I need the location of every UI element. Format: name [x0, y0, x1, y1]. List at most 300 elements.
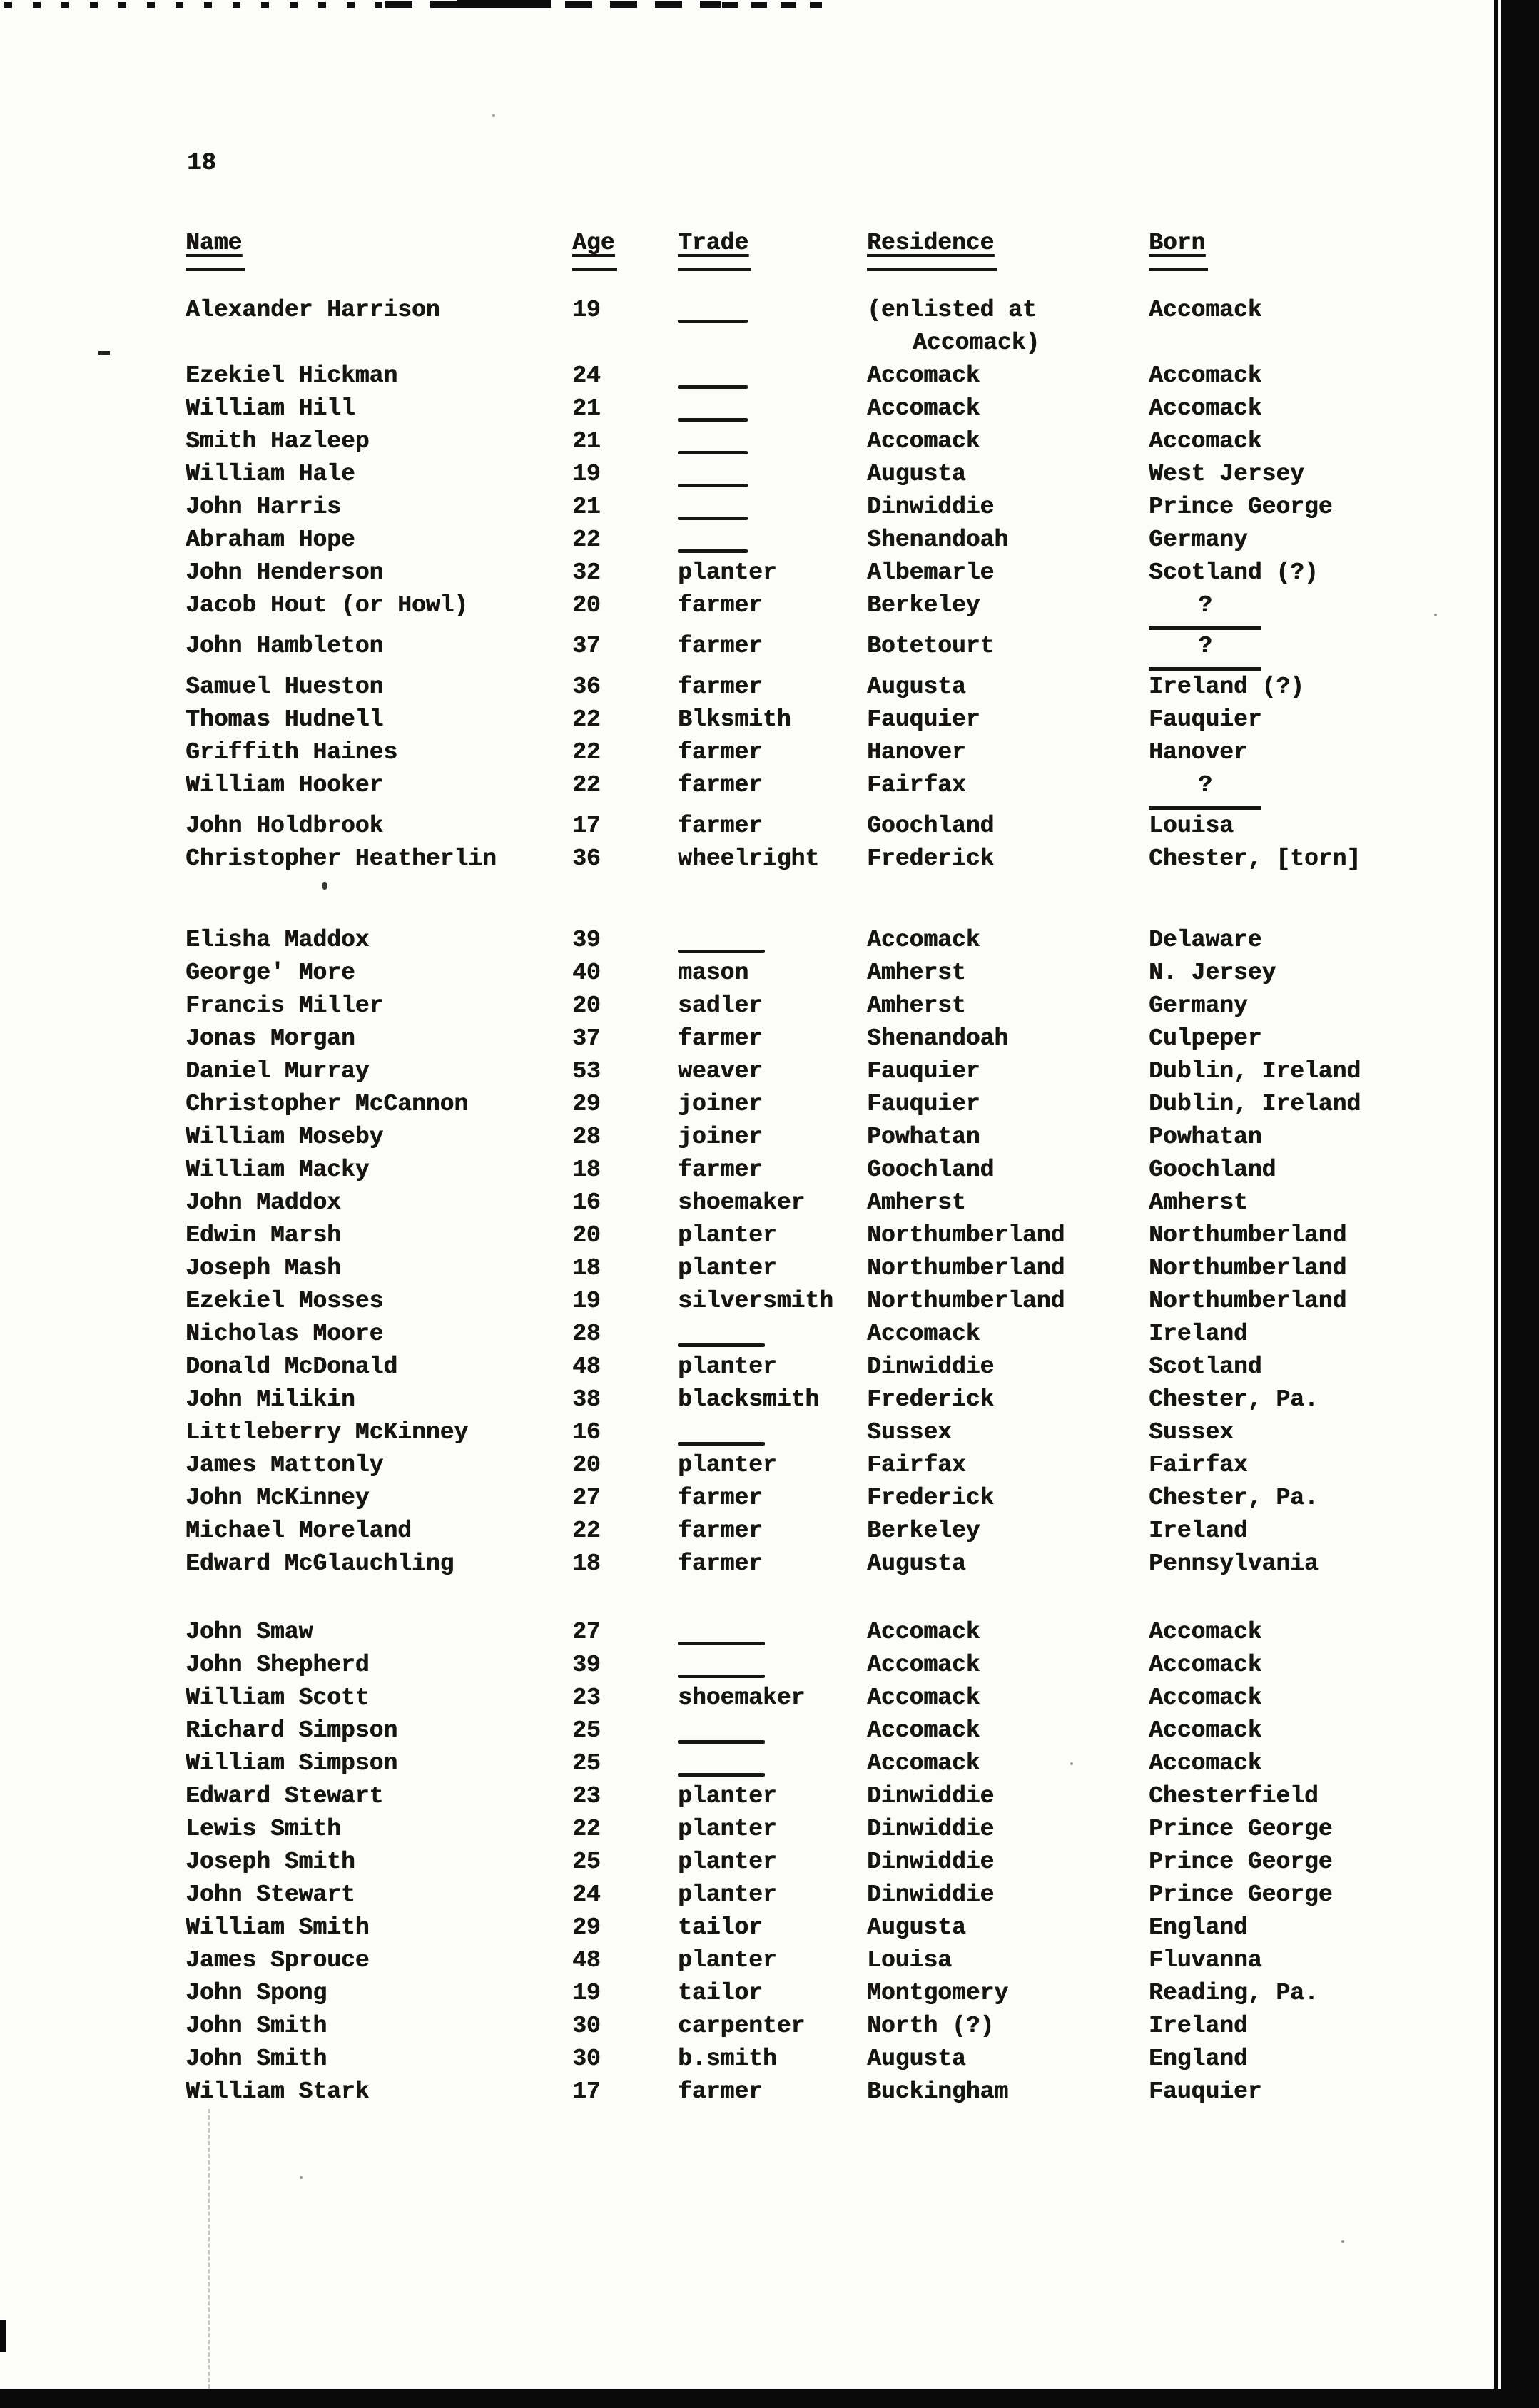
blank-trade-line — [678, 1442, 765, 1446]
cell-born — [1149, 769, 1498, 810]
cell-age: 30 — [572, 2046, 601, 2072]
cell-trade: planter — [678, 559, 777, 586]
cell-born: Accomack — [1149, 428, 1262, 454]
cell-born: Germany — [1149, 992, 1248, 1019]
cell-trade: planter — [678, 1816, 777, 1842]
table-row — [186, 1285, 1498, 1318]
cell-born: Sussex — [1149, 1419, 1234, 1446]
cell-residence: Dinwiddie — [867, 1816, 995, 1842]
cell-age: 22 — [572, 1518, 601, 1544]
cell-trade: farmer — [678, 739, 763, 766]
table-row — [186, 1515, 1498, 1548]
blank-trade-line — [678, 1343, 765, 1347]
cell-trade: tailor — [678, 1980, 763, 2006]
scan-artifact-top-solid-bar — [457, 0, 551, 8]
cell-residence: Accomack — [867, 1717, 980, 1744]
cell-name: Joseph Mash — [186, 1255, 341, 1281]
table-row — [186, 924, 1498, 957]
cell-residence: Accomack — [867, 927, 980, 953]
cell-residence: Fairfax — [867, 772, 966, 798]
cell-age: 22 — [572, 706, 601, 733]
cell-name: Ezekiel Mosses — [186, 1288, 384, 1314]
table-row — [186, 1548, 1498, 1580]
cell-age: 21 — [572, 428, 601, 454]
table-row — [186, 703, 1498, 736]
cell-name: William Hill — [186, 395, 355, 422]
cell-residence: Fauquier — [867, 706, 980, 733]
cell-born: Goochland — [1149, 1157, 1276, 1183]
scan-artifact-top-dashes-mid — [385, 1, 721, 8]
cell-age: 37 — [572, 633, 601, 659]
cell-born: Accomack — [1149, 1652, 1262, 1678]
cell-residence: Accomack — [867, 1619, 980, 1645]
cell-residence: Accomack — [867, 362, 980, 389]
cell-trade — [678, 924, 867, 953]
cell-residence: Frederick — [867, 1386, 995, 1413]
cell-age: 27 — [572, 1485, 601, 1511]
table-row — [186, 736, 1498, 769]
cell-residence: Northumberland — [867, 1288, 1065, 1314]
cell-trade: farmer — [678, 1518, 763, 1544]
cell-name: William Scott — [186, 1685, 370, 1711]
cell-born: N. Jersey — [1149, 960, 1276, 986]
cell-age: 18 — [572, 1255, 601, 1281]
cell-age: 27 — [572, 1619, 601, 1645]
table-row — [186, 1714, 1498, 1747]
blank-trade-line — [678, 418, 748, 422]
header-trade: Trade — [678, 227, 867, 271]
cell-residence: Fauquier — [867, 1058, 980, 1084]
born-unknown-mark: ? — [1149, 631, 1261, 671]
cell-name: Christopher McCannon — [186, 1091, 469, 1117]
cell-born: Hanover — [1149, 739, 1248, 766]
cell-residence: Shenandoah — [867, 527, 1009, 553]
table-row — [186, 1351, 1498, 1383]
blank-trade-line — [678, 484, 748, 487]
scan-artifact-speck — [1341, 2240, 1344, 2243]
cell-name: John Milikin — [186, 1386, 355, 1413]
table-row — [186, 1383, 1498, 1416]
table-row — [186, 1977, 1498, 2010]
scan-artifact-speck — [492, 114, 495, 117]
table-row — [186, 1449, 1498, 1482]
blank-trade-line — [678, 1773, 765, 1777]
cell-name: Abraham Hope — [186, 527, 355, 553]
table-row — [186, 2076, 1498, 2108]
cell-residence: Shenandoah — [867, 1025, 1009, 1052]
cell-trade — [678, 1416, 867, 1446]
cell-name: John Hambleton — [186, 633, 384, 659]
cell-born: Northumberland — [1149, 1288, 1347, 1314]
cell-trade: planter — [678, 1353, 777, 1380]
table-row — [186, 524, 1498, 557]
cell-name: James Mattonly — [186, 1452, 384, 1478]
cell-age: 22 — [572, 739, 601, 766]
cell-trade: planter — [678, 1881, 777, 1908]
cell-age: 21 — [572, 395, 601, 422]
cell-trade — [678, 1714, 867, 1744]
cell-age: 39 — [572, 927, 601, 953]
cell-name: John Harris — [186, 494, 341, 520]
cell-trade: farmer — [678, 772, 763, 798]
cell-name: John Spong — [186, 1980, 327, 2006]
table-row — [186, 1252, 1498, 1285]
cell-residence: Augusta — [867, 1914, 966, 1941]
table-row — [186, 1682, 1498, 1714]
cell-residence: Berkeley — [867, 592, 980, 619]
cell-age: 17 — [572, 813, 601, 839]
cell-name: Thomas Hudnell — [186, 706, 384, 733]
table-header-row — [186, 227, 1498, 271]
cell-born: Culpeper — [1149, 1025, 1262, 1052]
cell-name: Edward McGlauchling — [186, 1550, 454, 1577]
cell-residence: Augusta — [867, 1550, 966, 1577]
table-row — [186, 1846, 1498, 1879]
table-row — [186, 392, 1498, 425]
cell-age: 18 — [572, 1157, 601, 1183]
table-row — [186, 1088, 1498, 1121]
cell-residence: Hanover — [867, 739, 966, 766]
cell-age: 39 — [572, 1652, 601, 1678]
cell-born: Ireland — [1149, 2013, 1248, 2039]
cell-born — [1149, 589, 1498, 630]
table-row — [186, 1022, 1498, 1055]
cell-age: 19 — [572, 1980, 601, 2006]
cell-born: Powhatan — [1149, 1124, 1262, 1150]
cell-born: Chester, [torn] — [1149, 845, 1361, 872]
table-row — [186, 425, 1498, 458]
cell-born: Dublin, Ireland — [1149, 1091, 1361, 1117]
cell-age: 29 — [572, 1091, 601, 1117]
cell-residence: North (?) — [867, 2013, 995, 2039]
cell-name: Michael Moreland — [186, 1518, 412, 1544]
cell-age: 38 — [572, 1386, 601, 1413]
cell-trade — [678, 360, 867, 389]
cell-trade: silversmith — [678, 1288, 833, 1314]
header-residence: Residence — [867, 227, 1149, 271]
cell-residence: Accomack — [867, 1750, 980, 1777]
cell-born: Scotland (?) — [1149, 559, 1319, 586]
cell-born: Chester, Pa. — [1149, 1386, 1319, 1413]
cell-born: Accomack — [1149, 362, 1262, 389]
cell-residence: Goochland — [867, 1157, 995, 1183]
cell-name: Elisha Maddox — [186, 927, 370, 953]
cell-residence: Albemarle — [867, 559, 995, 586]
cell-born: Northumberland — [1149, 1222, 1347, 1249]
cell-name: John Smaw — [186, 1619, 313, 1645]
cell-name: John Holdbrook — [186, 813, 384, 839]
cell-born: Accomack — [1149, 1619, 1262, 1645]
table-row — [186, 1616, 1498, 1649]
cell-born: Louisa — [1149, 813, 1234, 839]
cell-name: John Henderson — [186, 559, 384, 586]
cell-trade: planter — [678, 1452, 777, 1478]
cell-born: Accomack — [1149, 395, 1262, 422]
blank-trade-line — [678, 451, 748, 454]
blank-trade-line — [678, 320, 748, 323]
cell-age: 22 — [572, 527, 601, 553]
table-row — [186, 1154, 1498, 1187]
cell-residence: Fauquier — [867, 1091, 980, 1117]
table-row — [186, 990, 1498, 1022]
cell-trade — [678, 458, 867, 487]
cell-residence: Northumberland — [867, 1255, 1065, 1281]
cell-age: 28 — [572, 1124, 601, 1150]
scan-artifact-speck — [300, 2176, 303, 2179]
table-row — [186, 630, 1498, 671]
cell-age: 20 — [572, 992, 601, 1019]
cell-age: 16 — [572, 1419, 601, 1446]
cell-name: John Stewart — [186, 1881, 355, 1908]
cell-trade: shoemaker — [678, 1189, 806, 1216]
scan-artifact-stray-dash — [98, 351, 110, 355]
blank-trade-line — [678, 517, 748, 520]
cell-age: 19 — [572, 1288, 601, 1314]
cell-trade: planter — [678, 1255, 777, 1281]
page-number: 18 — [187, 150, 216, 177]
table-row — [186, 2043, 1498, 2076]
cell-age: 17 — [572, 2078, 601, 2105]
table-row — [186, 1944, 1498, 1977]
cell-residence: Amherst — [867, 960, 966, 986]
cell-trade — [678, 294, 867, 323]
header-age: Age — [572, 227, 678, 271]
row-group — [186, 1616, 1498, 2108]
cell-born: Prince George — [1149, 1881, 1333, 1908]
cell-age: 36 — [572, 845, 601, 872]
blank-trade-line — [678, 1642, 765, 1645]
scan-artifact-dotted-line — [208, 2109, 210, 2389]
cell-trade: farmer — [678, 1550, 763, 1577]
cell-trade — [678, 524, 867, 553]
cell-born: Ireland — [1149, 1518, 1248, 1544]
cell-trade: weaver — [678, 1058, 763, 1084]
cell-name: Edward Stewart — [186, 1783, 384, 1809]
cell-trade: farmer — [678, 1157, 763, 1183]
cell-trade: wheelright — [678, 845, 820, 872]
cell-born: Accomack — [1149, 297, 1262, 323]
cell-born: Accomack — [1149, 1750, 1262, 1777]
cell-trade — [678, 392, 867, 422]
cell-age: 48 — [572, 1947, 601, 1973]
residence-line-2: Accomack) — [913, 330, 1040, 356]
cell-age: 25 — [572, 1750, 601, 1777]
cell-trade: b.smith — [678, 2046, 777, 2072]
cell-residence: Dinwiddie — [867, 1783, 995, 1809]
cell-age: 18 — [572, 1550, 601, 1577]
cell-name: William Smith — [186, 1914, 370, 1941]
table-body — [186, 294, 1498, 2108]
cell-residence: Accomack — [867, 1685, 980, 1711]
header-name: Name — [186, 227, 572, 271]
cell-born: Accomack — [1149, 1717, 1262, 1744]
cell-name: Griffith Haines — [186, 739, 398, 766]
cell-born — [1149, 630, 1498, 671]
table-row — [186, 1482, 1498, 1515]
scan-artifact-left-edge-mark — [0, 2320, 6, 2352]
cell-residence: Powhatan — [867, 1124, 980, 1150]
cell-age: 20 — [572, 1222, 601, 1249]
cell-trade: joiner — [678, 1124, 763, 1150]
cell-name: Daniel Murray — [186, 1058, 370, 1084]
cell-born: Ireland — [1149, 1321, 1248, 1347]
cell-age: 23 — [572, 1685, 601, 1711]
cell-name: Ezekiel Hickman — [186, 362, 398, 389]
cell-born: Prince George — [1149, 494, 1333, 520]
cell-trade: planter — [678, 1947, 777, 1973]
cell-name: Samuel Hueston — [186, 674, 384, 700]
cell-trade: carpenter — [678, 2013, 806, 2039]
cell-residence: (enlisted at Accomack) — [867, 294, 1149, 360]
scan-artifact-top-dashes-right — [722, 2, 822, 8]
cell-age: 19 — [572, 297, 601, 323]
cell-residence: Fairfax — [867, 1452, 966, 1478]
cell-residence: Augusta — [867, 674, 966, 700]
cell-age: 24 — [572, 362, 601, 389]
cell-trade: farmer — [678, 1485, 763, 1511]
table-row — [186, 810, 1498, 843]
table-row — [186, 843, 1498, 875]
cell-trade: farmer — [678, 1025, 763, 1052]
row-group — [186, 294, 1498, 875]
cell-trade: farmer — [678, 674, 763, 700]
blank-trade-line — [678, 549, 748, 553]
cell-name: William Macky — [186, 1157, 370, 1183]
cell-residence: Frederick — [867, 845, 995, 872]
table-row — [186, 1318, 1498, 1351]
table-row — [186, 2010, 1498, 2043]
cell-trade — [678, 1649, 867, 1678]
cell-residence: Accomack — [867, 1652, 980, 1678]
cell-residence: Accomack — [867, 1321, 980, 1347]
cell-residence: Dinwiddie — [867, 1353, 995, 1380]
cell-residence: Amherst — [867, 992, 966, 1019]
cell-age: 19 — [572, 461, 601, 487]
cell-residence: Sussex — [867, 1419, 952, 1446]
table-row — [186, 589, 1498, 630]
table-row — [186, 1055, 1498, 1088]
scan-artifact-top-dashes-left — [4, 2, 382, 8]
cell-age: 29 — [572, 1914, 601, 1941]
cell-residence: Amherst — [867, 1189, 966, 1216]
cell-name: Joseph Smith — [186, 1849, 355, 1875]
cell-trade: farmer — [678, 633, 763, 659]
cell-name: William Hale — [186, 461, 355, 487]
cell-residence: Northumberland — [867, 1222, 1065, 1249]
cell-born: Pennsylvania — [1149, 1550, 1319, 1577]
cell-born: Dublin, Ireland — [1149, 1058, 1361, 1084]
cell-name: William Simpson — [186, 1750, 398, 1777]
cell-trade — [678, 1616, 867, 1645]
blank-trade-line — [678, 1740, 765, 1744]
table-row — [186, 671, 1498, 703]
cell-name: Edwin Marsh — [186, 1222, 341, 1249]
cell-residence: Botetourt — [867, 633, 995, 659]
table-row — [186, 1121, 1498, 1154]
scan-artifact-bottom-band — [0, 2389, 1539, 2408]
cell-trade: farmer — [678, 813, 763, 839]
cell-age: 37 — [572, 1025, 601, 1052]
cell-name: Nicholas Moore — [186, 1321, 384, 1347]
cell-name: Littleberry McKinney — [186, 1419, 469, 1446]
table-row — [186, 1911, 1498, 1944]
cell-name: John McKinney — [186, 1485, 370, 1511]
cell-born: Delaware — [1149, 927, 1262, 953]
cell-name: William Stark — [186, 2078, 370, 2105]
cell-trade: farmer — [678, 2078, 763, 2105]
cell-born: West Jersey — [1149, 461, 1304, 487]
cell-trade: mason — [678, 960, 749, 986]
cell-name: John Smith — [186, 2046, 327, 2072]
cell-trade — [678, 1318, 867, 1347]
cell-born: England — [1149, 1914, 1248, 1941]
cell-name: Smith Hazleep — [186, 428, 370, 454]
cell-age: 25 — [572, 1717, 601, 1744]
cell-name: Francis Miller — [186, 992, 384, 1019]
table-row — [186, 1747, 1498, 1780]
blank-trade-line — [678, 385, 748, 389]
cell-born: Germany — [1149, 527, 1248, 553]
cell-residence: Buckingham — [867, 2078, 1009, 2105]
cell-trade: planter — [678, 1783, 777, 1809]
scan-artifact-right-edge-bar — [1501, 0, 1539, 2408]
table-row — [186, 491, 1498, 524]
blank-trade-line — [678, 1675, 765, 1678]
cell-name: Alexander Harrison — [186, 297, 440, 323]
table-row — [186, 557, 1498, 589]
cell-age: 32 — [572, 559, 601, 586]
table-row — [186, 458, 1498, 491]
cell-name: George' More — [186, 960, 355, 986]
cell-name: Lewis Smith — [186, 1816, 341, 1842]
table-row — [186, 957, 1498, 990]
cell-born: Ireland (?) — [1149, 674, 1304, 700]
cell-age: 25 — [572, 1849, 601, 1875]
table-row — [186, 1879, 1498, 1911]
cell-trade — [678, 491, 867, 520]
roster-table — [186, 227, 1498, 2108]
cell-trade — [678, 1747, 867, 1777]
cell-trade: farmer — [678, 592, 763, 619]
cell-born: England — [1149, 2046, 1248, 2072]
cell-age: 48 — [572, 1353, 601, 1380]
cell-residence: Accomack — [867, 395, 980, 422]
cell-trade: planter — [678, 1222, 777, 1249]
cell-name: James Sprouce — [186, 1947, 370, 1973]
cell-residence: Augusta — [867, 2046, 966, 2072]
cell-age: 24 — [572, 1881, 601, 1908]
cell-residence: Augusta — [867, 461, 966, 487]
cell-residence: Montgomery — [867, 1980, 1009, 2006]
table-row — [186, 1416, 1498, 1449]
cell-age: 21 — [572, 494, 601, 520]
cell-age: 20 — [572, 592, 601, 619]
table-row — [186, 1813, 1498, 1846]
cell-residence: Louisa — [867, 1947, 952, 1973]
cell-trade: joiner — [678, 1091, 763, 1117]
cell-age: 22 — [572, 772, 601, 798]
cell-age: 16 — [572, 1189, 601, 1216]
blank-trade-line — [678, 950, 765, 953]
born-unknown-mark: ? — [1149, 591, 1261, 630]
cell-born: Fluvanna — [1149, 1947, 1262, 1973]
row-group — [186, 924, 1498, 1580]
cell-name: Donald McDonald — [186, 1353, 398, 1380]
cell-name: Jacob Hout (or Howl) — [186, 592, 469, 619]
cell-age: 20 — [572, 1452, 601, 1478]
cell-name: Jonas Morgan — [186, 1025, 355, 1052]
table-row — [186, 1649, 1498, 1682]
